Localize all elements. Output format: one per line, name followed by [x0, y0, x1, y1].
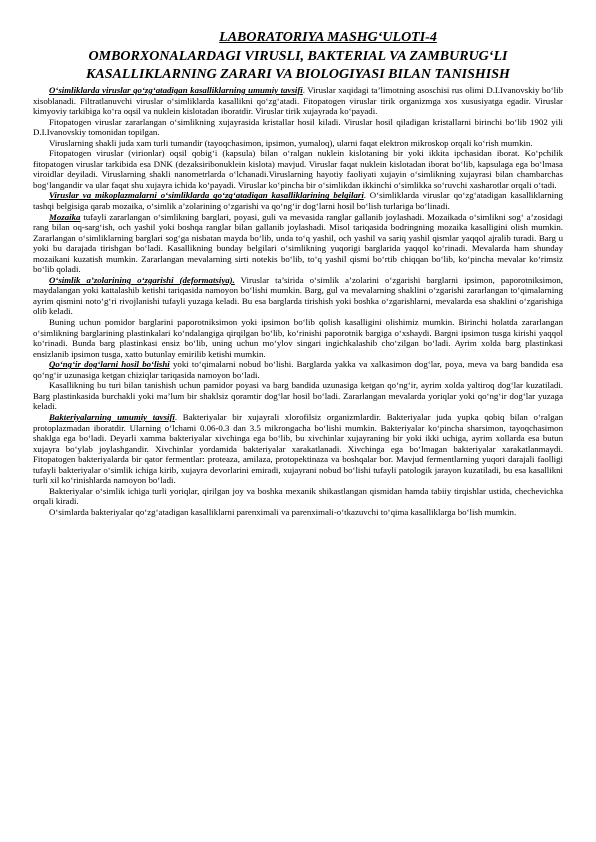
paragraph-bacteria-overview [33, 412, 563, 486]
text-bacteria-entry: Bakteriyalar o‘simlik ichiga turli yoriqlar, qirilgan joy va boshka mexanik shikastlangan qismidan hamda tabiiy tirqishlar ustida, chechevichka orqali kiradi. [33, 485, 563, 507]
paragraph-virus-crystals [33, 117, 563, 138]
text-deformation: Viruslar ta’sirida o‘simlik a’zolarini o‘zgarishi barglarni ipsimon, paporotniksimon, maydalangan yoki kattalashib ketishi tariqasida namoyon bo‘lishi mumkin. Barg, gul va mevalarning shaklini o‘zgarishi zararlangan to‘qimalarning ayrim qismini noto‘g‘ri rivojlanishi tufayli yuzaga keladi. Bu esa barglarda tirishish yoki boshka o‘zgarishlarni, mevalarda esa shaklini o‘zgarishiga olib keladi. [33, 274, 563, 317]
term-deformation: O‘simlik a’zolarining o‘zgarishi (deformatsiya). [49, 274, 235, 285]
paragraph-virus-shapes [33, 138, 563, 149]
lab-title: LABORATORIYA MASHG‘ULOTI-4 [219, 30, 437, 45]
text-brown-spots-detail: Kasallikning bu turi bilan tanishish uchun pamidor poyasi va barg bandida uzunasiga ketgan qo‘ng‘ir, ayrim xolda yaltiroq dog‘lar kuzatiladi. Barg plastinkasida burchakli yoki ma’lum bir shaklsiz qoramtir dog‘lar hosil bo‘ladi. Zararlangan mevalarda yoriqlar yoki qo‘ng‘ir dog‘lar yuzaga keladi. [33, 380, 563, 412]
paragraph-tomato-leaves [33, 317, 563, 359]
term-disease-symptoms: Viruslar va mikoplazmalarni o‘simliklarda qo‘zg‘atadigan kasalliklarining belgilari [49, 190, 364, 201]
text-virus-overview: . Viruslar xaqidagi ta’limotning asoschisi rus olimi D.I.Ivanovskiy bo‘lib xisoblanadi. Filtratlanuvchi viruslar o‘simliklarda kasallikni qo‘zg‘atadi. Fitopatogen viruslar tirik organizmga xos xususiyatga egadir. Viruslar kimyoviy tarkibiga ko‘ra oqsil va nuklein kislotadan iboratdir. Viruslar tirik xujayrada ko‘payadi. [33, 85, 563, 117]
text-tomato-leaves: Buning uchun pomidor barglarini paporotniksimon yoki ipsimon bo‘lib qolish kasalligini olishimiz mumkin. Birinchi holatda zararlangan o‘simlikning barglarining plastinkalari ko‘ndalangiga qirqilgan bo‘lib, ko‘rinishi paporotnik bargiga o‘xshaydi. Bargni ipsimon tusga kirishi yaqqol ko‘rinadi. Bunda barg plastinkasi ensiz bo‘lib, uning uchun mo‘ylov singari ingichkalashib cho‘zilgan bo‘ladi. Ayrim xolda barg plastinkasi ensizlanib ipsimon tusga, xatto butunlay emirilib ketishi mumkin. [33, 317, 563, 359]
term-mosaic: Mozaika [49, 211, 81, 222]
term-bacteria-overview: Bakteriyalarning umumiy tavsifi [49, 411, 175, 422]
paragraph-virus-overview [33, 85, 563, 117]
text-virus-crystals: Fitopatogen viruslar zararlangan o‘simlikning xujayrasida kristallar hosil kiladi. Viruslar hosil qiladigan kristallarni birinchi bo‘lib 1902 yili D.I.Ivanovskiy tomonidan topilgan. [33, 116, 563, 138]
text-mosaic: tufayli zararlangan o‘simlikning barglari, poyasi, guli va mevasida ranglar gallanib joylashadi. Mozaikada o‘simlikni sog‘ a’zosidagi rang bilan oq-sarg‘ish, och yashil yoki boshqa ranglar bilan gallanib joylashadi. Misol tariqasida bodringning mozaika kasalligini olish mumkin. Zararlangan o‘simliklarning barglari sog‘ga nisbatan mayda bo‘lib, unda to‘q yashil, och yashil va sariq yashil qismlar yaqqol ajralib turadi. Barg u yoki bu darajada tirishgan bo‘ladi. Kasallikning bunday belgilari o‘simlikning yuqorigi barglarida yaqqol ko‘rinadi. Mevalarda ham shunday mozaikani kuzatish mumkin. Zararlangan mevalarning sirti notekis bo‘lib, to‘q yashil qismi bo‘rtib chiqqan bo‘lib, ko‘pincha mevalar ko‘rimsiz bo‘lib qoladi. [33, 211, 563, 275]
topic-title-line-1: OMBORXONALARDAGI VIRUSLI, BAKTERIAL VA ZAMBURUG‘LI [88, 49, 508, 64]
topic-title-line-2: KASALLIKLARNING ZARARI VA BIOLOGIYASI BILAN TANISHISH [86, 67, 510, 82]
paragraph-mosaic [33, 212, 563, 275]
term-virus-overview: O‘simliklarda viruslar qo‘zg‘atadigan kasalliklarning umumiy tavsifi [49, 85, 303, 95]
text-virion-structure: Fitopatogen viruslar (virionlar) oqsil qobig‘i (kapsula) bilan o‘ralgan nuklein kislotaning bir yoki ikkita ipchasidan iborat. Ko‘pchilik fitopatogen viruslar tarkibida esa DNK (dezaksiribonuklein kislota) mavjud. Viruslar faqat nuklein kislotadan iborat bo‘lib, kapsulaga ega bo‘lmasa viroidlar deyiladi. Viruslarning shakli nanometrlarda o‘lchanadi.Viruslarning hayotiy faoliyati xujayin o‘simlikning xujayrasi bilan chambarchas bog‘langandir va ular faqat shu xujayra ichida ko‘payadi. Viruslar ko‘pincha bir o‘simlikdan ikkinchi o‘simlikka so‘ruvchi xasharotlar orqali o‘tadi. [33, 148, 563, 190]
text-brown-spots: yoki to‘qimalarni nobud bo‘lishi. Barglarda yakka va xalkasimon dog‘lar, poya, meva va barg bandida esa qo‘ng‘ir uzunasiga ketgan chiziqlar tariqasida namoyon bo‘ladi. [33, 359, 563, 380]
text-bacteria-classes: O‘simlarda bakteriyalar qo‘zg‘atadigan kasalliklarni parenximali va parenximali-o‘tkazuvchi to‘qima kasalliklarga bo‘lish mumkin. [49, 506, 517, 517]
text-disease-symptoms: . O‘simliklarda viruslar qo‘zg‘atadigan kasalliklarning tashqi belgisiga qarab mozaika, o‘simlik a’zolarining o‘zgarishi va qo‘ng‘ir dog‘larni hosil bo‘lish turlariga bo‘linadi. [33, 190, 563, 212]
paragraph-disease-symptoms [33, 190, 563, 211]
paragraph-brown-spots-detail [33, 380, 563, 412]
paragraph-deformation [33, 275, 563, 317]
paragraph-virion-structure [33, 148, 563, 190]
text-bacteria-overview: . Bakteriyalar bir xujayrali xlorofilsiz organizmlardir. Bakteriyalar juda yupka qobiq bilan o‘ralgan protoplazmadan iboratdir. Ularning o‘lchami 0.06-0.3 dan 3.5 mikrongacha bo‘lishi mumkin. Bakteriyalar ko‘pincha sharsimon, tayoqchasimon shaklga ega bo‘ladi. Deyarli xamma bakteriyalar xivchinga ega bo‘lib, bu xivchinlar xujayraning bir yoki ikki uchiga, ayrim xollarda esa butun xujayra bo‘ylab joylashgandir. Xivchinlar yordamida bakteriyalar xarakatlanadi. Xivchinga ega bo‘lmagan bakteriyalar xarakatlanmaydi. Fitopatogen bakteriyalarda bir qator fermentlar: proteaza, amilaza, protopektinaza va boshqalar bor. Mavjud fermentlarning yuqori darajali faolligi tufayli bakteriyalar o‘simlik ichiga kirib, xujayra devorlarini emiradi, xujayrani nobud bo‘lishi tufayli patologik jarayon kuzatiladi, bu esa kasallikni turli xil ko‘rinishlarda namoyon bo‘ladi. [33, 411, 563, 486]
term-brown-spots: Qo‘ng‘ir dog‘larni hosil bo‘lishi [49, 359, 170, 370]
paragraph-brown-spots [33, 359, 563, 380]
text-virus-shapes: Viruslarning shakli juda xam turli tumandir (tayoqchasimon, ipsimon, yumaloq), ularni faqat elektron mikroskop orqali ko‘rish mumkin. [49, 137, 533, 148]
paragraph-bacteria-entry [33, 486, 563, 507]
paragraph-bacteria-classes [33, 507, 563, 518]
